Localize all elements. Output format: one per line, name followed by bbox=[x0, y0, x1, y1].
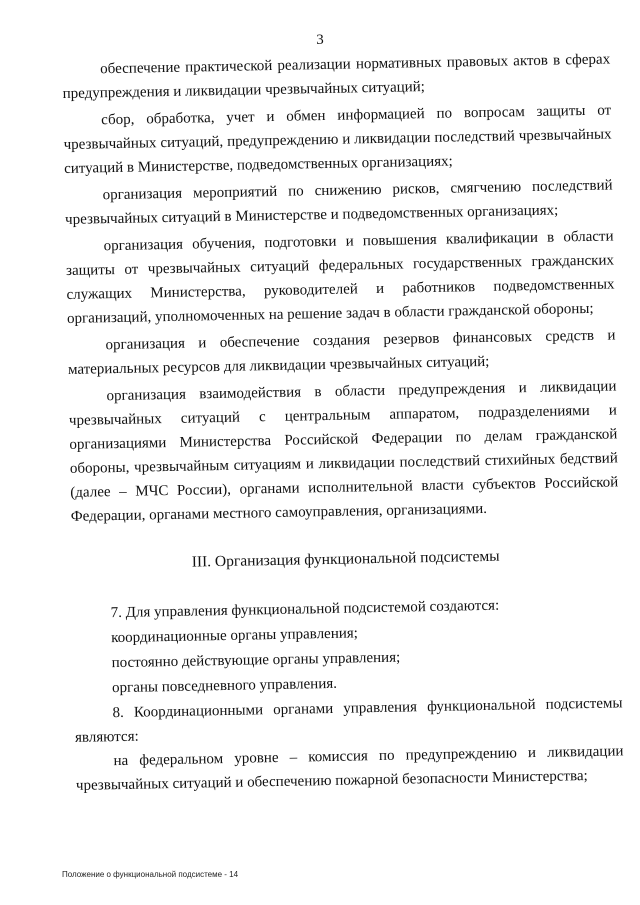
footer-note: Положение о функциональной подсистеме - 14 bbox=[62, 870, 239, 879]
paragraph-4: организация обучения, подготовки и повышения квалификации в области защиты от чрезвычайных ситуаций федеральных государственных гражданских служащих Министерства, руководителей и работников подведомственных организаций, уполномоченных на решение задач в области гражданской обороны; bbox=[65, 228, 615, 327]
paragraph-3: организация мероприятий по снижению рисков, смягчению последствий чрезвычайных ситуаций в Министерстве и подведомственных организациях; bbox=[64, 177, 613, 228]
section-item-permanent: постоянно действующие органы управления; bbox=[111, 649, 401, 672]
page-number: 3 bbox=[316, 32, 324, 48]
section-heading: III. Организация функциональной подсистемы bbox=[191, 547, 500, 571]
paragraph-2: сбор, обработка, учет и обмен информацией по вопросам защиты от чрезвычайных ситуаций, предупреждению и ликвидации последствий чрезвычайных ситуаций в Министерстве, подведомственных организациях; bbox=[63, 102, 612, 177]
section-item-coordination: координационные органы управления; bbox=[110, 625, 359, 647]
paragraph-5: организация и обеспечение создания резервов финансовых средств и материальных ресурсов для ликвидации чрезвычайных ситуаций; bbox=[67, 327, 616, 378]
section-item-daily: органы повседневного управления. bbox=[111, 675, 338, 697]
paragraph-1: обеспечение практической реализации нормативных правовых актов в сферах предупреждения и ликвидации чрезвычайных ситуаций; bbox=[62, 51, 611, 102]
document-body bbox=[62, 47, 624, 800]
paragraph-6: организация взаимодействия в области предупреждения и ликвидации чрезвычайных ситуаций с центральным аппаратом, подразделениями и организациями Министерства Российской Федерации по делам гражданской обороны, чрезвычайным ситуациям и ликвидации последствий стихийных бедствий (далее – МЧС России), органами исполнительной власти субъектов Российской Федерации, органами местного самоуправления, организациями. bbox=[68, 378, 619, 525]
paragraph-federal-level: на федеральном уровне – комиссия по предупреждению и ликвидации чрезвычайных ситуаций и обеспечению пожарной безопасности Министерства; bbox=[75, 743, 624, 794]
paragraph-8: 8. Координационными органами управления функциональной подсистемы являются: bbox=[74, 695, 623, 746]
section-item-7: 7. Для управления функциональной подсистемой создаются: bbox=[110, 597, 500, 622]
